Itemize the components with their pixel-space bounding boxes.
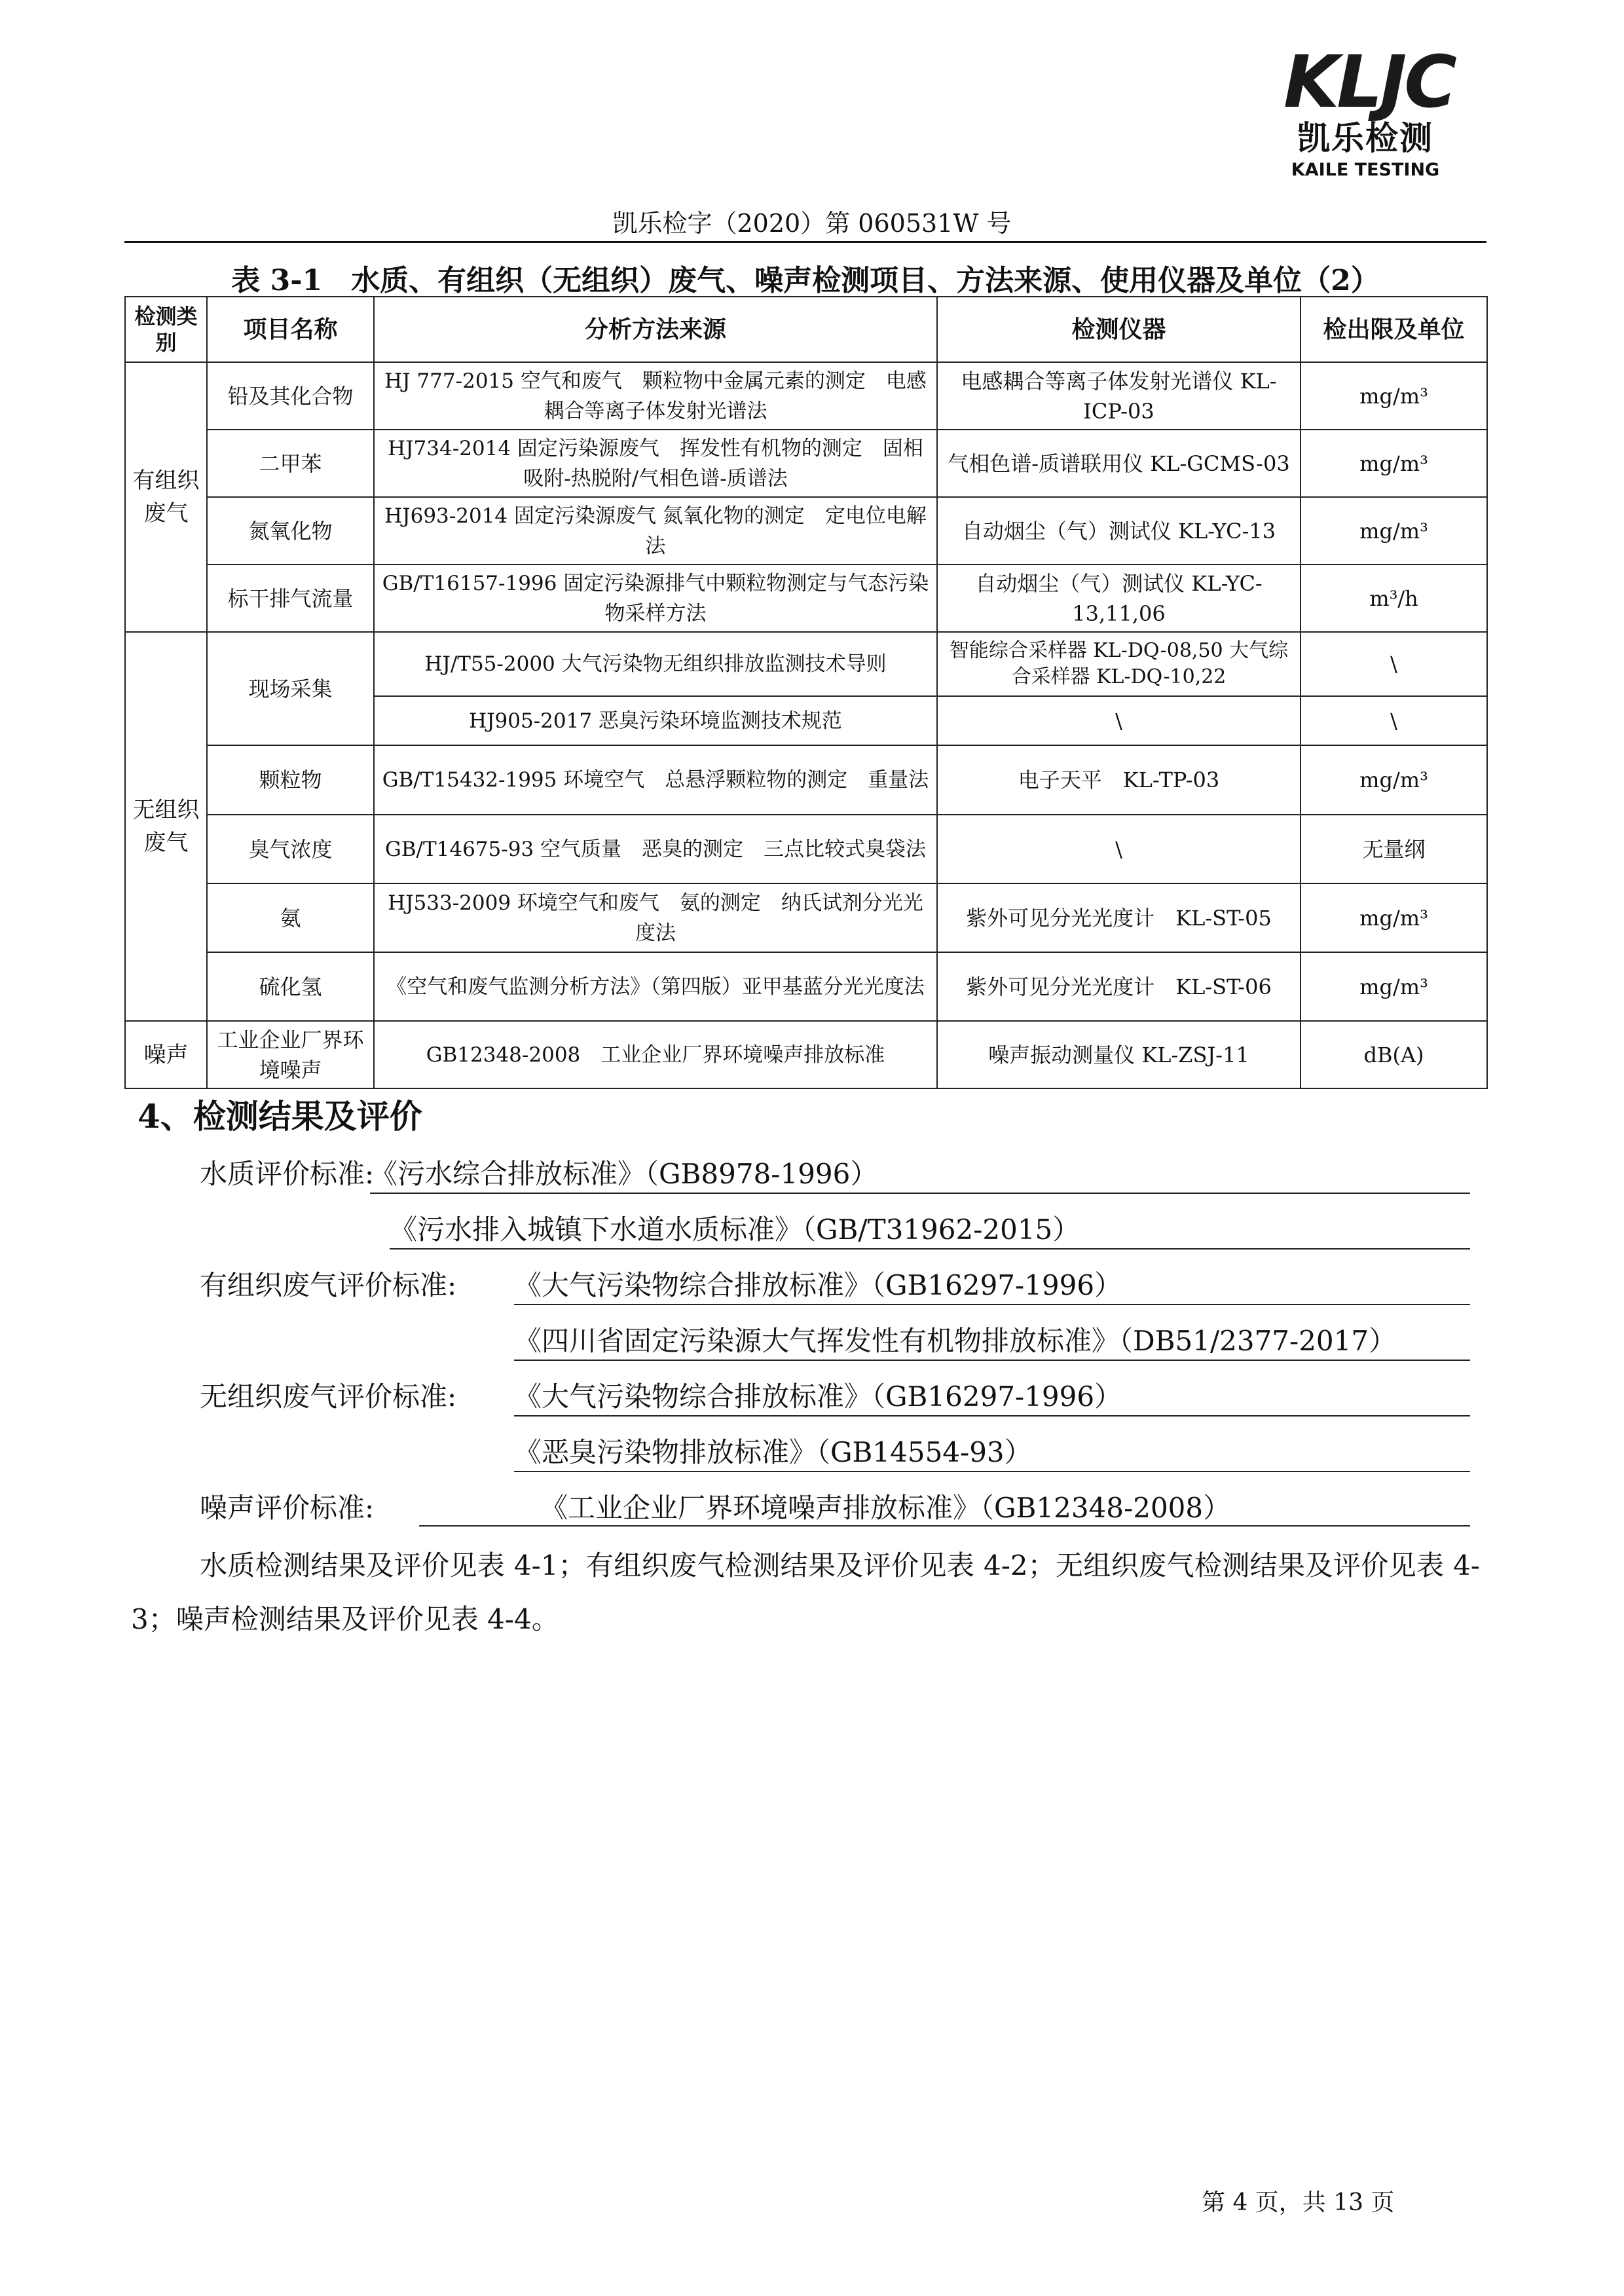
header-unit: 检出限及单位 bbox=[1301, 297, 1487, 362]
company-logo bbox=[1283, 40, 1454, 182]
water-standard-2: 《污水排入城镇下水道水质标准》（GB/T31962-2015） bbox=[390, 1212, 1470, 1250]
item-cell: 现场采集 bbox=[207, 632, 374, 745]
unit-cell: \ bbox=[1301, 696, 1487, 745]
instrument-cell: 电子天平 KL-TP-03 bbox=[937, 745, 1301, 815]
method-cell: HJ905-2017 恶臭污染环境监测技术规范 bbox=[374, 696, 937, 745]
item-cell: 工业企业厂界环境噪声 bbox=[207, 1021, 374, 1088]
header-category: 检测类别 bbox=[125, 297, 207, 362]
instrument-cell: 电感耦合等离子体发射光谱仪 KL-ICP-03 bbox=[937, 362, 1301, 430]
method-cell: HJ734-2014 固定污染源废气 挥发性有机物的测定 固相吸附-热脱附/气相色谱-质谱法 bbox=[374, 430, 937, 497]
item-cell: 颗粒物 bbox=[207, 745, 374, 815]
method-cell: HJ693-2014 固定污染源废气 氮氧化物的测定 定电位电解法 bbox=[374, 497, 937, 565]
instrument-cell: 气相色谱-质谱联用仪 KL-GCMS-03 bbox=[937, 430, 1301, 497]
table-title: 表 3-1 水质、有组织（无组织）废气、噪声检测项目、方法来源、使用仪器及单位（2） bbox=[231, 264, 1380, 297]
unit-cell: mg/m³ bbox=[1301, 883, 1487, 952]
method-cell: HJ/T55-2000 大气污染物无组织排放监测技术导则 bbox=[374, 632, 937, 696]
document-number: 凯乐检字（2020）第 060531W 号 bbox=[612, 209, 1012, 238]
unit-cell: mg/m³ bbox=[1301, 497, 1487, 565]
summary-paragraph: 水质检测结果及评价见表 4-1；有组织废气检测结果及评价见表 4-2；无组织废气检测结果及评价见表 4-3；噪声检测结果及评价见表 4-4。 bbox=[131, 1549, 1480, 1635]
category-organized: 有组织废气 bbox=[125, 362, 207, 632]
organized-standard-1: 《大气污染物综合排放标准》（GB16297-1996） bbox=[514, 1267, 1470, 1305]
instrument-cell: 紫外可见分光光度计 KL-ST-06 bbox=[937, 952, 1301, 1021]
method-cell: GB/T15432-1995 环境空气 总悬浮颗粒物的测定 重量法 bbox=[374, 745, 937, 815]
method-cell: HJ 777-2015 空气和废气 颗粒物中金属元素的测定 电感耦合等离子体发射光谱法 bbox=[374, 362, 937, 430]
method-cell: GB/T16157-1996 固定污染源排气中颗粒物测定与气态污染物采样方法 bbox=[374, 565, 937, 632]
instrument-cell: 紫外可见分光光度计 KL-ST-05 bbox=[937, 883, 1301, 952]
organized-standard-2: 《四川省固定污染源大气挥发性有机物排放标准》（DB51/2377-2017） bbox=[514, 1323, 1470, 1361]
table-row bbox=[125, 745, 1487, 815]
header-instrument: 检测仪器 bbox=[937, 297, 1301, 362]
unit-cell: \ bbox=[1301, 632, 1487, 696]
table-row bbox=[125, 632, 1487, 696]
item-cell: 硫化氢 bbox=[207, 952, 374, 1021]
unit-cell: mg/m³ bbox=[1301, 952, 1487, 1021]
unorganized-standard-label: 无组织废气评价标准: bbox=[200, 1380, 457, 1413]
item-cell: 标干排气流量 bbox=[207, 565, 374, 632]
header-item: 项目名称 bbox=[207, 297, 374, 362]
unit-cell: mg/m³ bbox=[1301, 362, 1487, 430]
table-row bbox=[125, 952, 1487, 1021]
method-cell: HJ533-2009 环境空气和废气 氨的测定 纳氏试剂分光光度法 bbox=[374, 883, 937, 952]
instrument-cell: 自动烟尘（气）测试仪 KL-YC-13 bbox=[937, 497, 1301, 565]
table-row bbox=[125, 430, 1487, 497]
unit-cell: dB(A) bbox=[1301, 1021, 1487, 1088]
item-cell: 铅及其化合物 bbox=[207, 362, 374, 430]
instrument-cell: 智能综合采样器 KL-DQ-08,50 大气综合采样器 KL-DQ-10,22 bbox=[937, 632, 1301, 696]
unit-cell: 无量纲 bbox=[1301, 815, 1487, 883]
table-row bbox=[125, 497, 1487, 565]
organized-standard-label: 有组织废气评价标准: bbox=[200, 1269, 457, 1301]
unit-cell: mg/m³ bbox=[1301, 430, 1487, 497]
table-row bbox=[125, 883, 1487, 952]
unorganized-standard-1: 《大气污染物综合排放标准》（GB16297-1996） bbox=[514, 1379, 1470, 1416]
item-cell: 氮氧化物 bbox=[207, 497, 374, 565]
instrument-cell: 噪声振动测量仪 KL-ZSJ-11 bbox=[937, 1021, 1301, 1088]
water-standard-1: 《污水综合排放标准》（GB8978-1996） bbox=[370, 1156, 1470, 1194]
table-row bbox=[125, 565, 1487, 632]
logo-name-en: KAILE TESTING bbox=[1291, 160, 1440, 180]
noise-standard-label: 噪声评价标准: bbox=[200, 1492, 375, 1524]
instrument-cell: \ bbox=[937, 696, 1301, 745]
unit-cell: m³/h bbox=[1301, 565, 1487, 632]
unorganized-standard-2: 《恶臭污染物排放标准》（GB14554-93） bbox=[514, 1434, 1470, 1472]
method-cell: 《空气和废气监测分析方法》（第四版）亚甲基蓝分光光度法 bbox=[374, 952, 937, 1021]
header-divider bbox=[124, 241, 1486, 243]
unit-cell: mg/m³ bbox=[1301, 745, 1487, 815]
table-row bbox=[125, 815, 1487, 883]
method-cell: GB/T14675-93 空气质量 恶臭的测定 三点比较式臭袋法 bbox=[374, 815, 937, 883]
logo-mark: KLJC bbox=[1283, 40, 1454, 124]
methods-table bbox=[124, 296, 1488, 1089]
table-row bbox=[125, 1021, 1487, 1088]
category-unorganized: 无组织废气 bbox=[125, 632, 207, 1021]
method-cell: GB12348-2008 工业企业厂界环境噪声排放标准 bbox=[374, 1021, 937, 1088]
table-row bbox=[125, 362, 1487, 430]
noise-standard-1: 《工业企业厂界环境噪声排放标准》（GB12348-2008） bbox=[419, 1490, 1470, 1527]
page-number: 第 4 页，共 13 页 bbox=[1202, 2189, 1395, 2216]
instrument-cell: 自动烟尘（气）测试仪 KL-YC-13,11,06 bbox=[937, 565, 1301, 632]
header-method: 分析方法来源 bbox=[374, 297, 937, 362]
category-noise: 噪声 bbox=[125, 1021, 207, 1088]
water-standard-label: 水质评价标准: bbox=[200, 1158, 375, 1190]
item-cell: 二甲苯 bbox=[207, 430, 374, 497]
section-title: 4、检测结果及评价 bbox=[138, 1097, 422, 1136]
item-cell: 臭气浓度 bbox=[207, 815, 374, 883]
table-header-row bbox=[125, 297, 1487, 362]
item-cell: 氨 bbox=[207, 883, 374, 952]
instrument-cell: \ bbox=[937, 815, 1301, 883]
logo-name-cn: 凯乐检测 bbox=[1297, 119, 1433, 157]
